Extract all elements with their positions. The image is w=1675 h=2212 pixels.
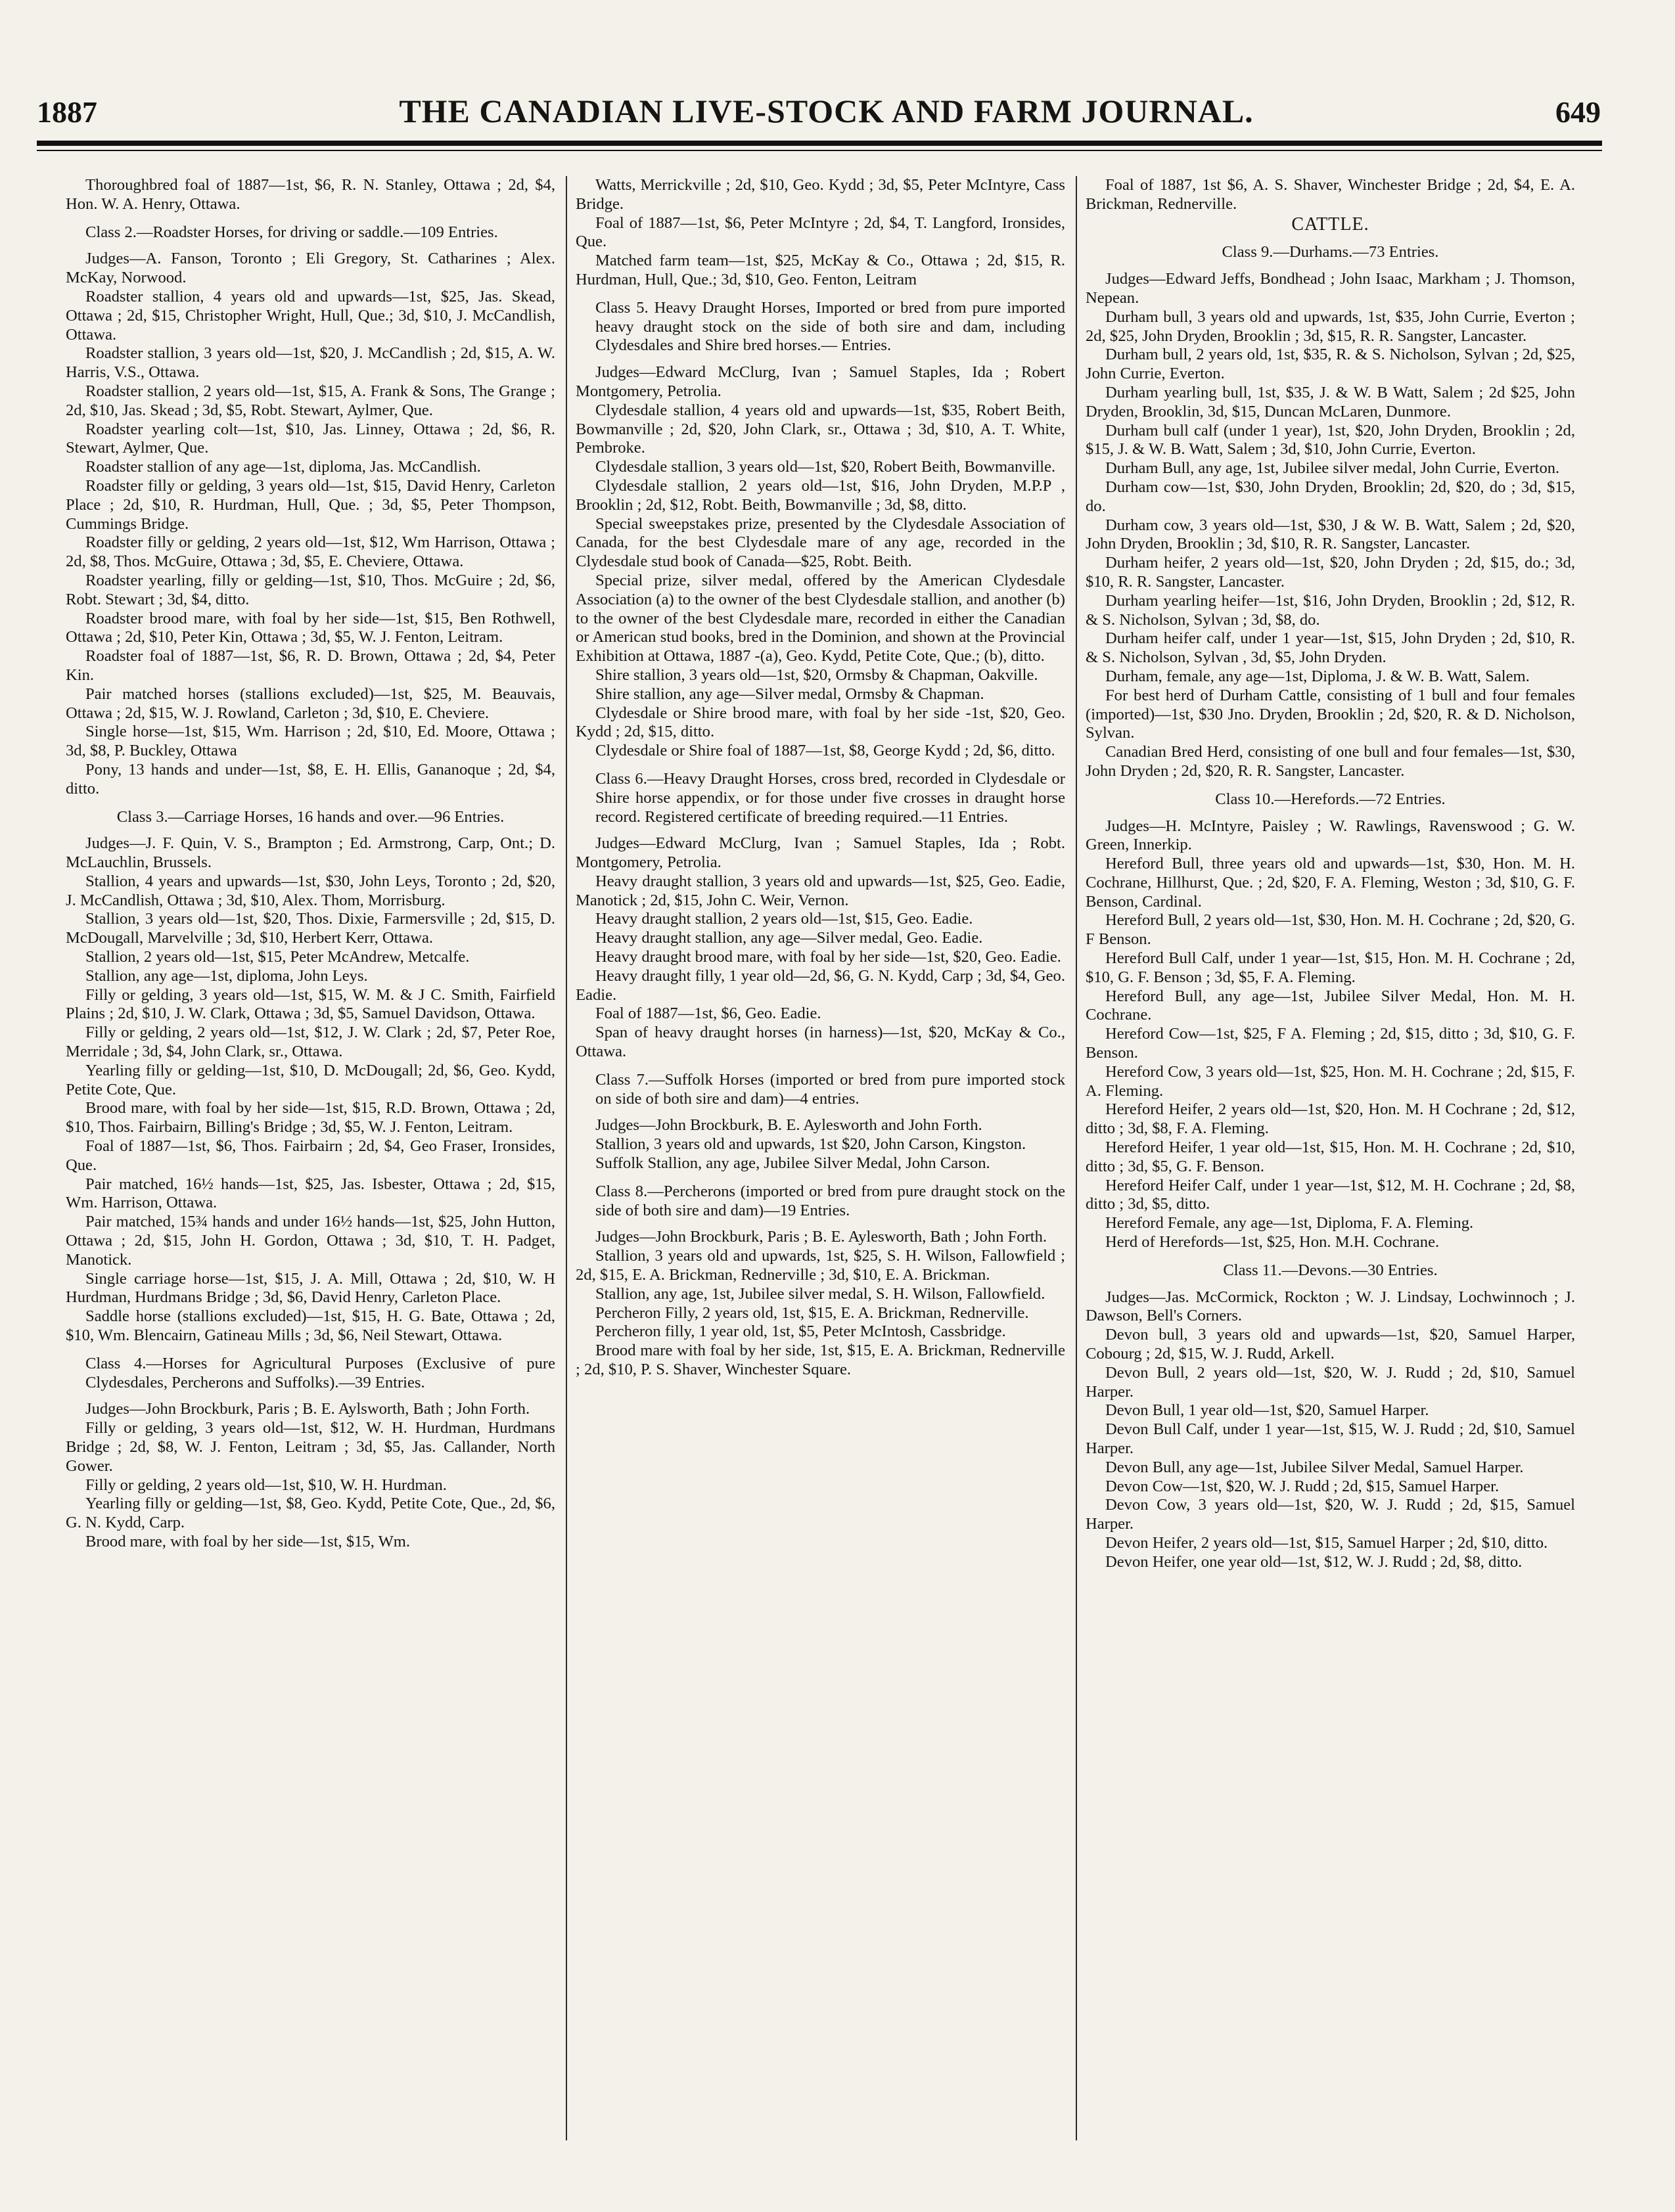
prize-entry: Clydesdale or Shire foal of 1887—1st, $8, George Kydd ; 2d, $6, ditto. <box>595 742 1055 760</box>
prize-entry: Pair matched horses (stallions excluded)—1st, $25, M. Beauvais, Ottawa ; 2d, $15, W. J. Rowland, Carleton ; 3d, $10, E. Cheviere. <box>66 685 555 722</box>
column-1 <box>66 176 555 2180</box>
prize-entry: Percheron filly, 1 year old, 1st, $5, Peter McIntosh, Cassbridge. <box>595 1322 1006 1341</box>
prize-entry: Hereford Cow, 3 years old—1st, $25, Hon. M. H. Cochrane ; 2d, $15, F. A. Fleming. <box>1086 1062 1575 1100</box>
prize-entry: Suffolk Stallion, any age, Jubilee Silver Medal, John Carson. <box>595 1154 990 1173</box>
prize-entry: Stallion, any age—1st, diploma, John Leys. <box>85 966 368 985</box>
prize-entry: Span of heavy draught horses (in harness)—1st, $20, McKay & Co., Ottawa. <box>576 1024 1065 1061</box>
prize-entry: Heavy draught stallion, any age—Silver medal, Geo. Eadie. <box>595 929 983 947</box>
class-heading: Class 9.—Durhams.—73 Entries. <box>1222 243 1439 261</box>
prize-entry: Single carriage horse—1st, $15, J. A. Mill, Ottawa ; 2d, $10, W. H Hurdman, Hurdmans Bridge ; 3d, $6, David Henry, Carleton Place. <box>66 1269 555 1307</box>
prize-entry: Stallion, 4 years and upwards—1st, $30, John Leys, Toronto ; 2d, $20, J. McCandlish, Ottawa ; 3d, $10, Alex. Thom, Morrisburg. <box>66 872 555 909</box>
header-rule-thick <box>37 141 1602 146</box>
prize-entry: Heavy draught brood mare, with foal by her side—1st, $20, Geo. Eadie. <box>595 948 1061 966</box>
prize-entry: Durham cow, 3 years old—1st, $30, J & W. B. Watt, Salem ; 2d, $20, John Dryden, Brooklin ; 3d, $10, R. R. Sangster, Lancaster. <box>1086 516 1575 553</box>
prize-entry: Judges—H. McIntyre, Paisley ; W. Rawlings, Ravenswood ; G. W. Green, Innerkip. <box>1086 817 1575 854</box>
prize-entry: Roadster filly or gelding, 3 years old—1st, $15, David Henry, Carleton Place ; 2d, $10, R. Hurdman, Hull, Que. ; 3d, $5, Peter Thompson, Cummings Bridge. <box>66 476 555 533</box>
prize-entry: Durham bull calf (under 1 year), 1st, $20, John Dryden, Brooklin ; 2d, $15, J. & W. B. Watt, Salem ; 3d, $10, John Currie, Everton. <box>1086 421 1575 459</box>
prize-entry: Durham yearling heifer—1st, $16, John Dryden, Brooklin ; 2d, $12, R. & S. Nicholson, Sylvan ; 3d, $8, do. <box>1086 591 1575 629</box>
prize-entry: Stallion, 3 years old—1st, $20, Thos. Dixie, Farmersville ; 2d, $15, D. McDougall, Marvelville ; 3d, $10, Herbert Kerr, Ottawa. <box>66 910 555 947</box>
prize-entry: Brood mare, with foal by her side—1st, $15, Wm. <box>85 1532 411 1550</box>
journal-title: THE CANADIAN LIVE-STOCK AND FARM JOURNAL. <box>399 93 1254 129</box>
prize-entry: Hereford Bull, three years old and upwards—1st, $30, Hon. M. H. Cochrane, Hillhurst, Que. ; 2d, $20, F. A. Fleming, Weston ; 3d, $10, G. F. Benson, Cardinal. <box>1086 855 1575 911</box>
prize-entry: Roadster brood mare, with foal by her side—1st, $15, Ben Rothwell, Ottawa ; 2d, $10, Peter Kin, Ottawa ; 3d, $5, W. J. Fenton, Leitram. <box>66 609 555 646</box>
prize-entry: Judges—John Brockburk, Paris ; B. E. Aylsworth, Bath ; John Forth. <box>85 1400 530 1418</box>
prize-entry: Devon Heifer, 2 years old—1st, $15, Samuel Harper ; 2d, $10, ditto. <box>1105 1533 1548 1552</box>
prize-entry: Durham Bull, any age, 1st, Jubilee silver medal, John Currie, Everton. <box>1105 459 1560 478</box>
prize-entry: Devon bull, 3 years old and upwards—1st, $20, Samuel Harper, Cobourg ; 2d, $15, W. J. Rudd, Arkell. <box>1086 1326 1575 1363</box>
prize-entry: Foal of 1887, 1st $6, A. S. Shaver, Winchester Bridge ; 2d, $4, E. A. Brickman, Rednerville. <box>1086 176 1575 213</box>
class-heading: Class 3.—Carriage Horses, 16 hands and over.—96 Entries. <box>116 807 505 826</box>
prize-entry: Durham heifer calf, under 1 year—1st, $15, John Dryden ; 2d, $10, R. & S. Nicholson, Sylvan , 3d, $5, John Dryden. <box>1086 629 1575 667</box>
prize-entry: Judges—Edward McClurg, Ivan ; Samuel Staples, Ida ; Robert Montgomery, Petrolia. <box>576 363 1065 400</box>
prize-entry: Heavy draught filly, 1 year old—2d, $6, G. N. Kydd, Carp ; 3d, $4, Geo. Eadie. <box>576 966 1065 1004</box>
prize-entry: Devon Bull, 2 years old—1st, $20, W. J. Rudd ; 2d, $10, Samuel Harper. <box>1086 1363 1575 1401</box>
prize-entry: Hereford Heifer, 2 years old—1st, $20, Hon. M. H Cochrane ; 2d, $12, ditto ; 3d, $8, F. A. Fleming. <box>1086 1100 1575 1138</box>
prize-entry: Clydesdale or Shire brood mare, with foal by her side -1st, $20, Geo. Kydd ; 2d, $15, ditto. <box>576 704 1065 741</box>
prize-entry: Yearling filly or gelding—1st, $10, D. McDougall; 2d, $6, Geo. Kydd, Petite Cote, Que. <box>66 1061 555 1098</box>
prize-entry: Hereford Heifer Calf, under 1 year—1st, $12, M. H. Cochrane ; 2d, $8, ditto ; 3d, $5, ditto. <box>1086 1176 1575 1213</box>
prize-entry: Matched farm team—1st, $25, McKay & Co., Ottawa ; 2d, $15, R. Hurdman, Hull, Que.; 3d, $10, Geo. Fenton, Leitram <box>576 252 1065 288</box>
prize-entry: Foal of 1887—1st, $6, Geo. Eadie. <box>595 1004 821 1023</box>
prize-entry: Durham bull, 2 years old, 1st, $35, R. & S. Nicholson, Sylvan ; 2d, $25, John Currie, Everton. <box>1086 346 1575 383</box>
prize-entry: Shire stallion, 3 years old—1st, $20, Ormsby & Chapman, Oakville. <box>595 666 1038 684</box>
prize-entry: Stallion, 3 years old and upwards, 1st $20, John Carson, Kingston. <box>595 1135 1026 1154</box>
prize-entry: Devon Bull, 1 year old—1st, $20, Samuel Harper. <box>1105 1401 1429 1420</box>
class-heading: Class 4.—Horses for Agricultural Purposes (Exclusive of pure Clydesdales, Percherons and Suffolks).—39 Entries. <box>85 1354 555 1391</box>
prize-entry: Stallion, 2 years old—1st, $15, Peter McAndrew, Metcalfe. <box>85 948 470 966</box>
prize-entry: Foal of 1887—1st, $6, Peter McIntyre ; 2d, $4, T. Langford, Ironsides, Que. <box>576 214 1065 251</box>
prize-entry: Saddle horse (stallions excluded)—1st, $15, H. G. Bate, Ottawa ; 2d, $10, Wm. Blencairn, Gatineau Mills ; 3d, $6, Neil Stewart, Ottawa. <box>66 1307 555 1345</box>
prize-entry: Hereford Cow—1st, $25, F A. Fleming ; 2d, $15, ditto ; 3d, $10, G. F. Benson. <box>1086 1025 1575 1062</box>
column-divider <box>566 176 567 2140</box>
prize-entry: Thoroughbred foal of 1887—1st, $6, R. N. Stanley, Ottawa ; 2d, $4, Hon. W. A. Henry, Ottawa. <box>66 176 555 213</box>
prize-entry: Filly or gelding, 3 years old—1st, $15, W. M. & J C. Smith, Fairfield Plains ; 2d, $10, J. W. Clark, Ottawa ; 3d, $5, Samuel Davidson, Ottawa. <box>66 985 555 1023</box>
prize-entry: Roadster stallion, 2 years old—1st, $15, A. Frank & Sons, The Grange ; 2d, $10, Jas. Skead ; 3d, $5, Robt. Stewart, Aylmer, Que. <box>66 382 555 419</box>
prize-entry: Roadster filly or gelding, 2 years old—1st, $12, Wm Harrison, Ottawa ; 2d, $8, Thos. McGuire, Ottawa ; 3d, $5, E. Cheviere, Ottawa. <box>66 533 555 571</box>
prize-entry: Devon Cow—1st, $20, W. J. Rudd ; 2d, $15, Samuel Harper. <box>1105 1477 1500 1495</box>
prize-entry: Clydesdale stallion, 3 years old—1st, $20, Robert Beith, Bowmanville. <box>595 458 1056 476</box>
prize-entry: Durham, female, any age—1st, Diploma, J. & W. B. Watt, Salem. <box>1105 667 1530 685</box>
prize-entry: Hereford Bull, 2 years old—1st, $30, Hon. M. H. Cochrane ; 2d, $20, G. F Benson. <box>1086 911 1575 949</box>
prize-entry: Stallion, 3 years old and upwards, 1st, $25, S. H. Wilson, Fallowfield ; 2d, $15, E. A. Brickman, Rednerville ; 3d, $10, E. A. Brickman. <box>576 1247 1065 1284</box>
class-heading: Class 10.—Herefords.—72 Entries. <box>1215 790 1446 808</box>
class-heading: Class 6.—Heavy Draught Horses, cross bred, recorded in Clydesdale or Shire horse appendix, or for those under five crosses in draught horse record. Registered certificate of breeding required.—11 Entries. <box>595 769 1065 826</box>
prize-entry: Single horse—1st, $15, Wm. Harrison ; 2d, $10, Ed. Moore, Ottawa ; 3d, $8, P. Buckley, Ottawa <box>66 723 555 760</box>
prize-entry: Shire stallion, any age—Silver medal, Ormsby & Chapman. <box>595 685 984 703</box>
prize-entry: Judges—John Brockburk, Paris ; B. E. Aylesworth, Bath ; John Forth. <box>595 1228 1047 1246</box>
prize-entry: Judges—J. F. Quin, V. S., Brampton ; Ed. Armstrong, Carp, Ont.; D. McLauchlin, Brussels. <box>66 834 555 872</box>
prize-entry: Pony, 13 hands and under—1st, $8, E. H. Ellis, Gananoque ; 2d, $4, ditto. <box>66 760 555 798</box>
column-divider <box>1076 176 1077 2140</box>
prize-entry: Judges—A. Fanson, Toronto ; Eli Gregory, St. Catharines ; Alex. McKay, Norwood. <box>66 250 555 287</box>
prize-entry: Brood mare with foal by her side, 1st, $15, E. A. Brickman, Rednerville ; 2d, $10, P. S. Shaver, Winchester Square. <box>576 1342 1065 1379</box>
prize-entry: Yearling filly or gelding—1st, $8, Geo. Kydd, Petite Cote, Que., 2d, $6, G. N. Kydd, Carp. <box>66 1495 555 1532</box>
prize-entry: For best herd of Durham Cattle, consisting of 1 bull and four females (imported)—1st, $30 Jno. Dryden, Brooklin ; 2d, $20, R. & D. Nicholson, Sylvan. <box>1086 686 1575 742</box>
prize-entry: Herd of Herefords—1st, $25, Hon. M.H. Cochrane. <box>1105 1233 1440 1252</box>
prize-entry: Hereford Female, any age—1st, Diploma, F. A. Fleming. <box>1105 1214 1474 1232</box>
column-2 <box>576 176 1065 2180</box>
prize-entry: Durham cow—1st, $30, John Dryden, Brooklin; 2d, $20, do ; 3d, $15, do. <box>1086 478 1575 515</box>
class-heading: Class 11.—Devons.—30 Entries. <box>1223 1261 1438 1279</box>
prize-entry: Percheron Filly, 2 years old, 1st, $15, E. A. Brickman, Rednerville. <box>595 1303 1029 1322</box>
prize-entry: Devon Bull, any age—1st, Jubilee Silver Medal, Samuel Harper. <box>1105 1458 1524 1476</box>
prize-entry: Clydesdale stallion, 2 years old—1st, $16, John Dryden, M.P.P , Brooklin ; 2d, $12, Robt. Beith, Bowmanville ; 3d, $8, ditto. <box>576 476 1065 514</box>
prize-entry: Judges—Edward McClurg, Ivan ; Samuel Staples, Ida ; Robt. Montgomery, Petrolia. <box>576 834 1065 872</box>
prize-entry: Durham heifer, 2 years old—1st, $20, John Dryden ; 2d, $15, do.; 3d, $10, R. R. Sangster, Lancaster. <box>1086 554 1575 591</box>
header-year: 1887 <box>37 95 97 129</box>
page-number: 649 <box>1555 95 1601 129</box>
prize-entry: Roadster yearling, filly or gelding—1st, $10, Thos. McGuire ; 2d, $6, Robt. Stewart ; 3d, $4, ditto. <box>66 571 555 608</box>
prize-entry: Durham yearling bull, 1st, $35, J. & W. B Watt, Salem ; 2d $25, John Dryden, Brooklin, 3d, $15, Duncan McLaren, Dunmore. <box>1086 383 1575 420</box>
prize-entry: Canadian Bred Herd, consisting of one bull and four females—1st, $30, John Dryden ; 2d, $20, R. R. Sangster, Lancaster. <box>1086 743 1575 780</box>
prize-entry: Pair matched, 16½ hands—1st, $25, Jas. Isbester, Ottawa ; 2d, $15, Wm. Harrison, Ottawa. <box>66 1175 555 1212</box>
prize-entry: Hereford Bull Calf, under 1 year—1st, $15, Hon. M. H. Cochrane ; 2d, $10, G. F. Benson ; 3d, $5, F. A. Fleming. <box>1086 949 1575 986</box>
prize-entry: Devon Bull Calf, under 1 year—1st, $15, W. J. Rudd ; 2d, $10, Samuel Harper. <box>1086 1420 1575 1457</box>
page-header <box>37 92 1601 138</box>
prize-entry: Heavy draught stallion, 3 years old and upwards—1st, $25, Geo. Eadie, Manotick ; 2d, $15, John C. Weir, Vernon. <box>576 872 1065 909</box>
class-heading: Class 5. Heavy Draught Horses, Imported or bred from pure imported heavy draught stock on the side of both sire and dam, including Clydesdales and Shire bred horses.— Entries. <box>595 298 1065 355</box>
class-heading: Class 2.—Roadster Horses, for driving or saddle.—109 Entries. <box>85 223 498 241</box>
header-rule-thin <box>37 150 1602 151</box>
prize-entry: Roadster stallion of any age—1st, diploma, Jas. McCandlish. <box>85 458 481 476</box>
prize-entry: Judges—Jas. McCormick, Rockton ; W. J. Lindsay, Lochwinnoch ; J. Dawson, Bell's Corners. <box>1086 1288 1575 1325</box>
prize-entry: Roadster foal of 1887—1st, $6, R. D. Brown, Ottawa ; 2d, $4, Peter Kin. <box>66 647 555 684</box>
prize-entry: Pair matched, 15¾ hands and under 16½ hands—1st, $25, John Hutton, Ottawa ; 2d, $15, John H. Gordon, Ottawa ; 3d, $10, T. H. Padget, Manotick. <box>66 1213 555 1269</box>
class-heading: Class 8.—Percherons (imported or bred from pure draught stock on the side of both sire and dam)—19 Entries. <box>595 1182 1065 1219</box>
prize-entry: Devon Heifer, one year old—1st, $12, W. J. Rudd ; 2d, $8, ditto. <box>1105 1552 1523 1571</box>
prize-entry: Devon Cow, 3 years old—1st, $20, W. J. Rudd ; 2d, $15, Samuel Harper. <box>1086 1496 1575 1533</box>
prize-entry: Durham bull, 3 years old and upwards, 1st, $35, John Currie, Everton ; 2d, $25, John Dryden, Brooklin ; 3d, $15, R. R. Sangster, Lancaster. <box>1086 307 1575 345</box>
prize-entry: Filly or gelding, 2 years old—1st, $10, W. H. Hurdman. <box>85 1476 447 1494</box>
prize-entry: Roadster stallion, 4 years old and upwards—1st, $25, Jas. Skead, Ottawa ; 2d, $15, Christopher Wright, Hull, Que.; 3d, $10, J. McCandlish, Ottawa. <box>66 287 555 344</box>
class-heading: Class 7.—Suffolk Horses (imported or bred from pure imported stock on side of both sire and dam)—4 entries. <box>595 1070 1065 1108</box>
prize-entry: Judges—Edward Jeffs, Bondhead ; John Isaac, Markham ; J. Thomson, Nepean. <box>1086 270 1575 307</box>
prize-entry: Filly or gelding, 2 years old—1st, $12, J. W. Clark ; 2d, $7, Peter Roe, Merridale ; 3d, $4, John Clark, sr., Ottawa. <box>66 1024 555 1061</box>
section-heading: CATTLE. <box>1291 214 1369 235</box>
prize-entry: Brood mare, with foal by her side—1st, $15, R.D. Brown, Ottawa ; 2d, $10, Thos. Fairbairn, Billing's Bridge ; 3d, $5, W. J. Fenton, Leitram. <box>66 1099 555 1137</box>
prize-entry: Hereford Heifer, 1 year old—1st, $15, Hon. M. H. Cochrane ; 2d, $10, ditto ; 3d, $5, G. F. Benson. <box>1086 1139 1575 1175</box>
prize-entry: Stallion, any age, 1st, Jubilee silver medal, S. H. Wilson, Fallowfield. <box>595 1284 1045 1303</box>
prize-entry: Clydesdale stallion, 4 years old and upwards—1st, $35, Robert Beith, Bowmanville ; 2d, $20, John Clark, sr., Ottawa ; 3d, $10, A. T. White, Pembroke. <box>576 401 1065 457</box>
prize-entry: Special prize, silver medal, offered by the American Clydesdale Association (a) to the owner of the best Clydesdale stallion, and another (b) to the owner of the best Clydesdale mare, recorded in either the Canadian or American stud books, bred in the Dominion, and shown at the Provincial Exhibition at Ottawa, 1887 -(a), Geo. Kydd, Petite Cote, Que.; (b), ditto. <box>576 571 1065 666</box>
prize-entry: Foal of 1887—1st, $6, Thos. Fairbairn ; 2d, $4, Geo Fraser, Ironsides, Que. <box>66 1137 555 1174</box>
prize-entry: Watts, Merrickville ; 2d, $10, Geo. Kydd ; 3d, $5, Peter McIntyre, Cass Bridge. <box>576 176 1065 213</box>
prize-entry: Special sweepstakes prize, presented by the Clydesdale Association of Canada, for the best Clydesdale mare of any age, recorded in the Clydesdale stud book of Canada—$25, Robt. Beith. <box>576 514 1065 571</box>
prize-entry: Heavy draught stallion, 2 years old—1st, $15, Geo. Eadie. <box>595 910 973 928</box>
prize-entry: Judges—John Brockburk, B. E. Aylesworth and John Forth. <box>595 1116 982 1135</box>
prize-entry: Roadster stallion, 3 years old—1st, $20, J. McCandlish ; 2d, $15, A. W. Harris, V.S., Ottawa. <box>66 344 555 382</box>
prize-entry: Filly or gelding, 3 years old—1st, $12, W. H. Hurdman, Hurdmans Bridge ; 2d, $8, W. J. Fenton, Leitram ; 3d, $5, Jas. Callander, North Gower. <box>66 1419 555 1475</box>
prize-entry: Roadster yearling colt—1st, $10, Jas. Linney, Ottawa ; 2d, $6, R. Stewart, Aylmer, Que. <box>66 420 555 457</box>
column-3 <box>1086 176 1575 2180</box>
prize-entry: Hereford Bull, any age—1st, Jubilee Silver Medal, Hon. M. H. Cochrane. <box>1086 987 1575 1024</box>
